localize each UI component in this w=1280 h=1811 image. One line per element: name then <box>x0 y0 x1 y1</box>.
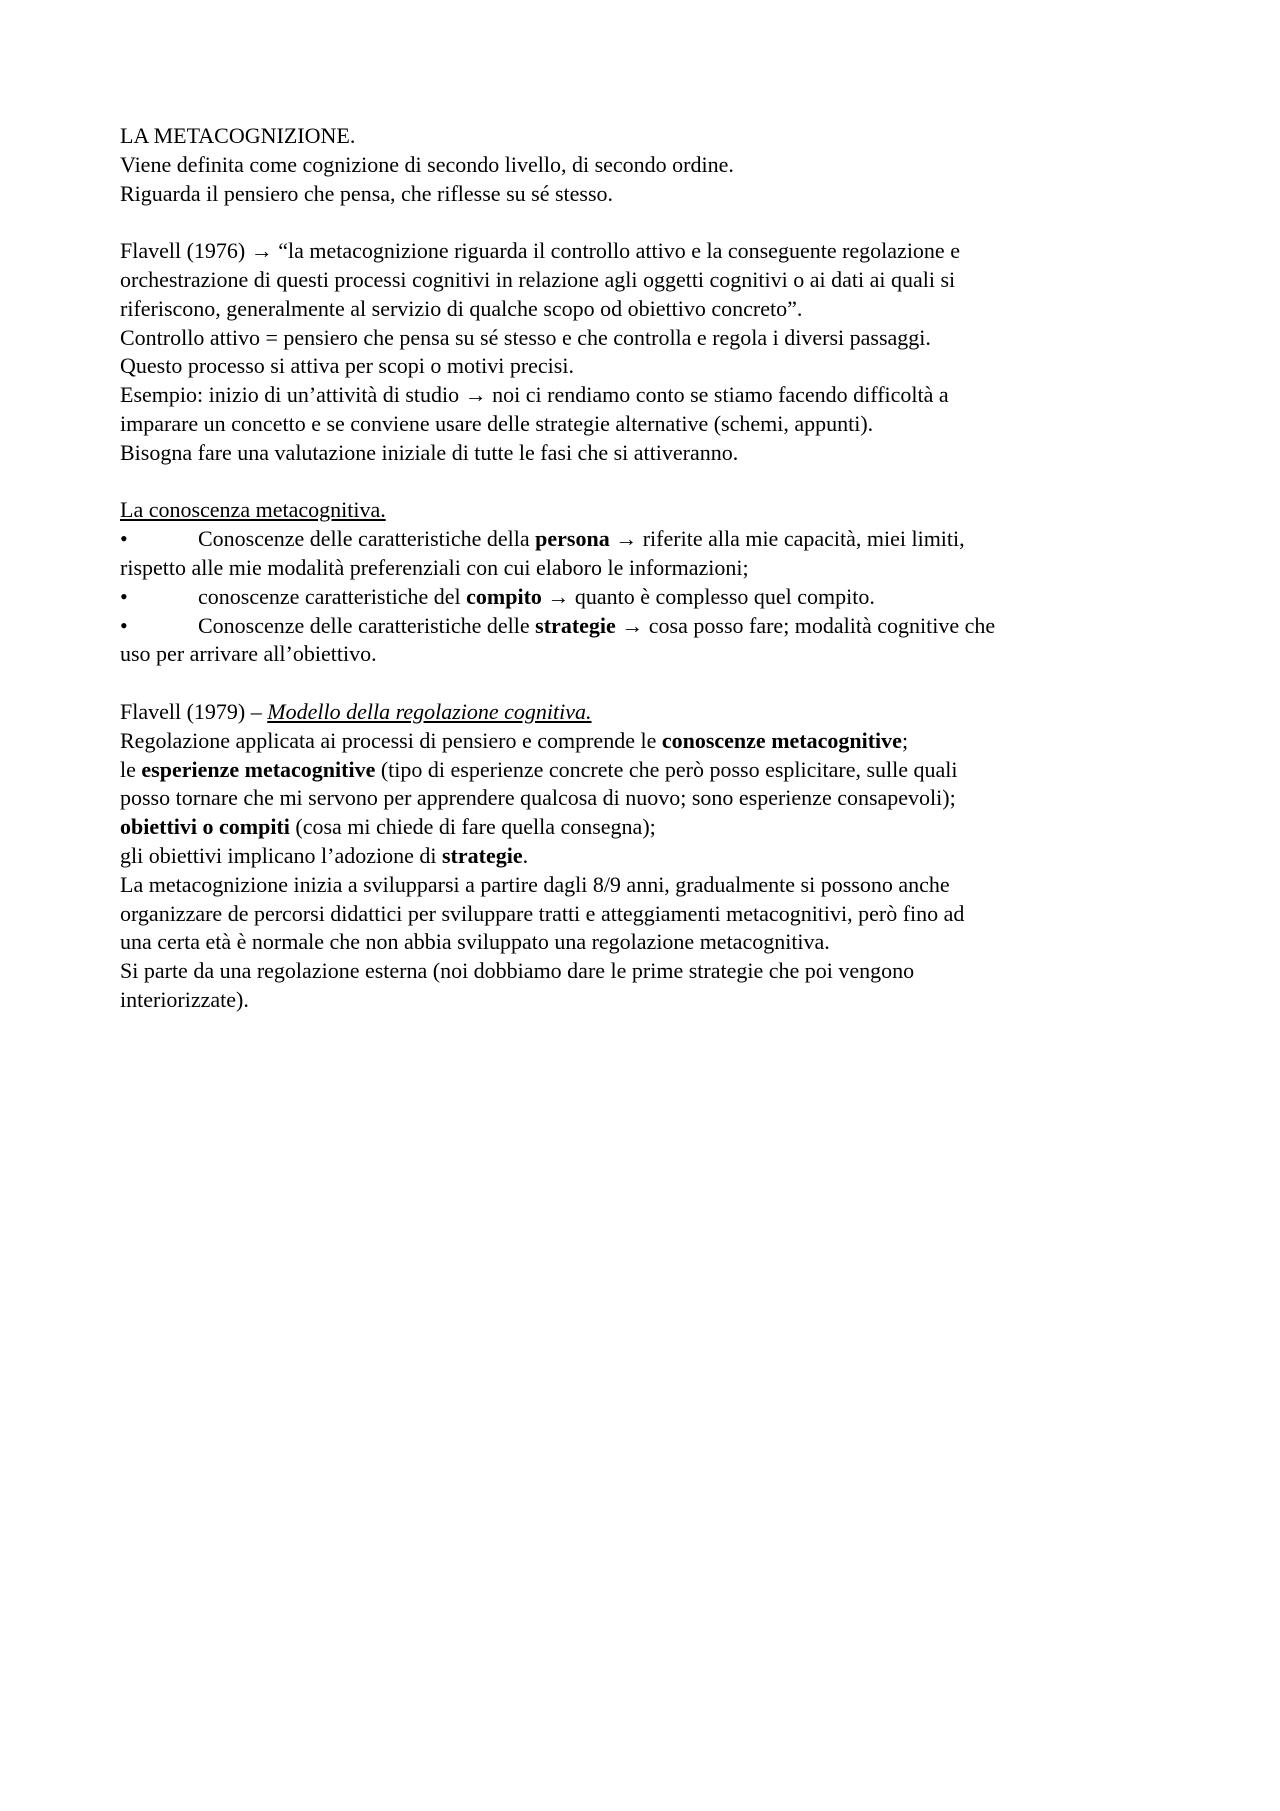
development-line: una certa età è normale che non abbia sviluppato una regolazione metacognitiva. <box>120 929 830 955</box>
keyword: obiettivi o compiti <box>120 814 290 840</box>
keyword: esperienze metacognitive <box>141 756 376 782</box>
text-run: (tipo di esperienze concrete che però posso esplicitare, sulle quali <box>375 756 958 782</box>
regulation-line <box>120 727 1140 756</box>
bullet-item-compito <box>120 583 1140 612</box>
bullet-symbol: • <box>120 526 128 552</box>
flavell-1976-line: Bisogna fare una valutazione iniziale di tutte le fasi che si attiveranno. <box>120 439 739 465</box>
paragraph-gap <box>120 468 1140 497</box>
heading-lead: Flavell (1979) – <box>120 698 268 724</box>
text-run: Regolazione applicata ai processi di pensiero e comprende le <box>120 727 662 753</box>
bullet-text: → riferite alla mie capacità, miei limiti, <box>609 526 965 552</box>
development-line: organizzare de percorsi didattici per sviluppare tratti e atteggiamenti metacognitivi, però fino ad <box>120 900 965 926</box>
development-line: La metacognizione inizia a svilupparsi a partire dagli 8/9 anni, gradualmente si possono anche <box>120 871 950 897</box>
bullet-text: → cosa posso fare; modalità cognitive che <box>615 612 996 638</box>
bullet-keyword: persona <box>535 526 610 552</box>
bullet-text: conoscenze caratteristiche del <box>198 583 467 609</box>
keyword: conoscenze metacognitive <box>661 727 902 753</box>
regulation-line: posso tornare che mi servono per apprendere qualcosa di nuovo; sono esperienze consapevoli); <box>120 785 956 811</box>
bullet-continuation: rispetto alle mie modalità preferenziali con cui elaboro le informazioni; <box>120 554 749 580</box>
development-line: Si parte da una regolazione esterna (noi dobbiamo dare le prime strategie che poi vengono <box>120 958 915 984</box>
bullet-keyword: strategie <box>535 612 616 638</box>
regulation-line <box>120 756 1140 785</box>
bullet-symbol: • <box>120 583 128 609</box>
bullet-item-strategie <box>120 612 1140 641</box>
intro-line: Riguarda il pensiero che pensa, che riflesse su sé stesso. <box>120 180 614 206</box>
bullet-text: → quanto è complesso quel compito. <box>541 583 875 609</box>
document-title: LA METACOGNIZIONE. <box>120 123 356 148</box>
flavell-1976-line: orchestrazione di questi processi cognitivi in relazione agli oggetti cognitivi o ai dati ai quali si <box>120 266 956 292</box>
text-run: gli obiettivi implicano l’adozione di <box>120 842 442 868</box>
bullet-keyword: compito <box>466 583 542 609</box>
intro-line: Viene definita come cognizione di secondo livello, di secondo ordine. <box>120 151 734 177</box>
bullet-text: Conoscenze delle caratteristiche della <box>198 526 536 552</box>
bullet-text: Conoscenze delle caratteristiche delle <box>198 612 536 638</box>
document-page <box>120 122 1140 1015</box>
flavell-1976-line: Flavell (1976) → “la metacognizione riguarda il controllo attivo e la conseguente regolazione e <box>120 238 960 264</box>
bullet-continuation: uso per arrivare all’obiettivo. <box>120 641 377 667</box>
regulation-line <box>120 813 1140 842</box>
text-run: le <box>120 756 142 782</box>
flavell-1976-line: imparare un concetto e se conviene usare delle strategie alternative (schemi, appunti). <box>120 410 874 436</box>
bullet-symbol: • <box>120 612 128 638</box>
model-title: Modello della regolazione cognitiva. <box>267 698 592 724</box>
paragraph-gap <box>120 669 1140 698</box>
flavell-1976-line: Controllo attivo = pensiero che pensa su sé stesso e che controlla e regola i diversi passaggi. <box>120 324 931 350</box>
knowledge-heading: La conoscenza metacognitiva. <box>120 497 386 523</box>
flavell-1976-line: Questo processo si attiva per scopi o motivi precisi. <box>120 353 574 379</box>
text-run: (cosa mi chiede di fare quella consegna); <box>289 814 656 840</box>
keyword: strategie <box>442 842 523 868</box>
flavell-1979-heading <box>120 698 1140 727</box>
paragraph-gap <box>120 208 1140 237</box>
regulation-line <box>120 842 1140 871</box>
text-run: ; <box>901 727 909 753</box>
text-run: . <box>522 842 529 868</box>
flavell-1976-line: riferiscono, generalmente al servizio di qualche scopo od obiettivo concreto”. <box>120 295 803 321</box>
flavell-1976-line: Esempio: inizio di un’attività di studio → noi ci rendiamo conto se stiamo facendo difficoltà a <box>120 382 949 408</box>
bullet-item-persona <box>120 525 1140 554</box>
development-line: interiorizzate). <box>120 986 249 1012</box>
